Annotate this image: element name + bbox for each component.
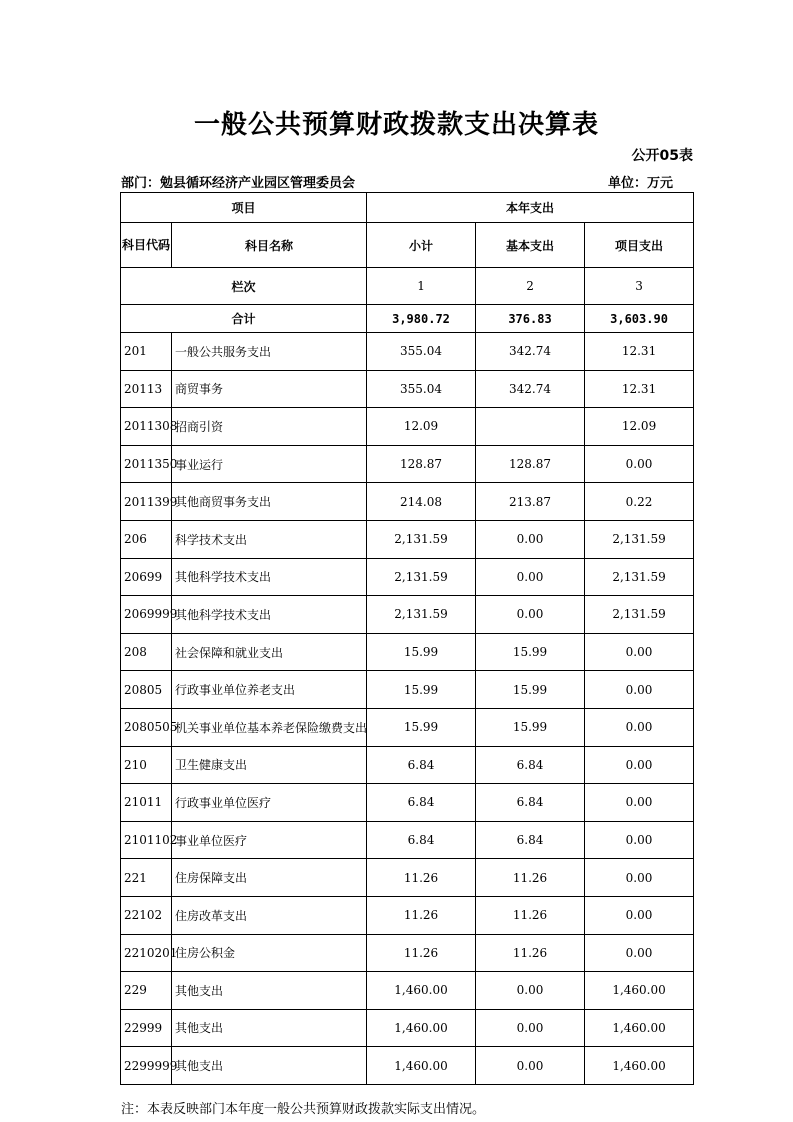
row-basic: 342.74 bbox=[476, 370, 585, 408]
row-code: 2299999 bbox=[121, 1047, 172, 1085]
row-subtotal: 2,131.59 bbox=[367, 596, 476, 634]
row-subtotal: 11.26 bbox=[367, 896, 476, 934]
row-code: 221 bbox=[121, 859, 172, 897]
row-basic: 213.87 bbox=[476, 483, 585, 521]
row-basic: 0.00 bbox=[476, 558, 585, 596]
form-code: 公开05表 bbox=[631, 148, 693, 164]
row-project: 1,460.00 bbox=[585, 1047, 694, 1085]
header-row-2 bbox=[121, 223, 694, 268]
page-title: 一般公共预算财政拨款支出决算表 bbox=[193, 110, 599, 140]
total-label: 合计 bbox=[121, 305, 367, 333]
row-subtotal: 11.26 bbox=[367, 859, 476, 897]
row-project: 0.00 bbox=[585, 934, 694, 972]
table-row bbox=[121, 1009, 694, 1047]
row-name: 卫生健康支出 bbox=[172, 746, 367, 784]
footnote: 注：本表反映部门本年度一般公共预算财政拨款实际支出情况。 bbox=[121, 1102, 486, 1117]
row-basic: 6.84 bbox=[476, 784, 585, 822]
row-basic: 15.99 bbox=[476, 633, 585, 671]
column-index-label: 栏次 bbox=[121, 268, 367, 305]
row-basic: 0.00 bbox=[476, 520, 585, 558]
row-name: 行政事业单位养老支出 bbox=[172, 671, 367, 709]
row-basic: 11.26 bbox=[476, 896, 585, 934]
row-basic: 342.74 bbox=[476, 333, 585, 371]
row-code: 20699 bbox=[121, 558, 172, 596]
row-project: 0.00 bbox=[585, 633, 694, 671]
row-project: 0.00 bbox=[585, 671, 694, 709]
row-project: 12.09 bbox=[585, 408, 694, 446]
header-subtotal: 小计 bbox=[367, 223, 476, 268]
row-project: 0.22 bbox=[585, 483, 694, 521]
expenditure-table bbox=[120, 192, 694, 1085]
row-basic: 15.99 bbox=[476, 708, 585, 746]
column-index-3: 3 bbox=[585, 268, 694, 305]
table-row bbox=[121, 821, 694, 859]
row-name: 住房保障支出 bbox=[172, 859, 367, 897]
row-name: 行政事业单位医疗 bbox=[172, 784, 367, 822]
row-code: 2011308 bbox=[121, 408, 172, 446]
row-name: 其他科学技术支出 bbox=[172, 558, 367, 596]
row-project: 0.00 bbox=[585, 859, 694, 897]
row-project: 0.00 bbox=[585, 708, 694, 746]
total-row bbox=[121, 305, 694, 333]
row-subtotal: 11.26 bbox=[367, 934, 476, 972]
header-subject-name: 科目名称 bbox=[172, 223, 367, 268]
row-name: 事业运行 bbox=[172, 445, 367, 483]
row-basic: 15.99 bbox=[476, 671, 585, 709]
row-name: 招商引资 bbox=[172, 408, 367, 446]
row-code: 20805 bbox=[121, 671, 172, 709]
row-basic: 0.00 bbox=[476, 596, 585, 634]
table-row bbox=[121, 784, 694, 822]
row-name: 其他支出 bbox=[172, 1047, 367, 1085]
table-row bbox=[121, 558, 694, 596]
total-project: 3,603.90 bbox=[585, 305, 694, 333]
table-row bbox=[121, 520, 694, 558]
row-basic: 0.00 bbox=[476, 1047, 585, 1085]
row-basic: 11.26 bbox=[476, 934, 585, 972]
row-name: 其他支出 bbox=[172, 1009, 367, 1047]
row-name: 机关事业单位基本养老保险缴费支出 bbox=[172, 708, 367, 746]
header-basic: 基本支出 bbox=[476, 223, 585, 268]
row-code: 2101102 bbox=[121, 821, 172, 859]
table-row bbox=[121, 859, 694, 897]
department-label: 部门：勉县循环经济产业园区管理委员会 bbox=[121, 176, 356, 191]
table-row bbox=[121, 596, 694, 634]
row-basic bbox=[476, 408, 585, 446]
table-row bbox=[121, 708, 694, 746]
table-row bbox=[121, 370, 694, 408]
row-subtotal: 2,131.59 bbox=[367, 520, 476, 558]
row-code: 2011350 bbox=[121, 445, 172, 483]
table-row bbox=[121, 896, 694, 934]
row-project: 2,131.59 bbox=[585, 596, 694, 634]
header-project: 项目支出 bbox=[585, 223, 694, 268]
row-name: 其他科学技术支出 bbox=[172, 596, 367, 634]
row-subtotal: 6.84 bbox=[367, 746, 476, 784]
row-project: 2,131.59 bbox=[585, 520, 694, 558]
row-code: 22102 bbox=[121, 896, 172, 934]
row-code: 20113 bbox=[121, 370, 172, 408]
row-name: 其他支出 bbox=[172, 972, 367, 1010]
row-code: 210 bbox=[121, 746, 172, 784]
column-index-1: 1 bbox=[367, 268, 476, 305]
row-code: 206 bbox=[121, 520, 172, 558]
row-basic: 6.84 bbox=[476, 746, 585, 784]
row-code: 21011 bbox=[121, 784, 172, 822]
row-subtotal: 6.84 bbox=[367, 821, 476, 859]
row-subtotal: 355.04 bbox=[367, 333, 476, 371]
row-project: 0.00 bbox=[585, 784, 694, 822]
table-row bbox=[121, 1047, 694, 1085]
row-code: 2210201 bbox=[121, 934, 172, 972]
row-code: 2011399 bbox=[121, 483, 172, 521]
table-row bbox=[121, 333, 694, 371]
row-name: 科学技术支出 bbox=[172, 520, 367, 558]
row-code: 229 bbox=[121, 972, 172, 1010]
row-project: 1,460.00 bbox=[585, 972, 694, 1010]
header-row-1 bbox=[121, 193, 694, 223]
row-code: 22999 bbox=[121, 1009, 172, 1047]
table-row bbox=[121, 972, 694, 1010]
column-index-2: 2 bbox=[476, 268, 585, 305]
row-subtotal: 15.99 bbox=[367, 633, 476, 671]
row-name: 一般公共服务支出 bbox=[172, 333, 367, 371]
row-subtotal: 12.09 bbox=[367, 408, 476, 446]
header-item: 项目 bbox=[121, 193, 367, 223]
row-code: 2080505 bbox=[121, 708, 172, 746]
total-subtotal: 3,980.72 bbox=[367, 305, 476, 333]
row-project: 12.31 bbox=[585, 333, 694, 371]
row-subtotal: 1,460.00 bbox=[367, 1009, 476, 1047]
row-basic: 0.00 bbox=[476, 1009, 585, 1047]
table-row bbox=[121, 746, 694, 784]
row-name: 住房公积金 bbox=[172, 934, 367, 972]
row-name: 事业单位医疗 bbox=[172, 821, 367, 859]
row-subtotal: 355.04 bbox=[367, 370, 476, 408]
row-name: 住房改革支出 bbox=[172, 896, 367, 934]
row-code: 2069999 bbox=[121, 596, 172, 634]
row-project: 0.00 bbox=[585, 445, 694, 483]
row-project: 2,131.59 bbox=[585, 558, 694, 596]
row-project: 0.00 bbox=[585, 746, 694, 784]
table-row bbox=[121, 408, 694, 446]
row-subtotal: 1,460.00 bbox=[367, 972, 476, 1010]
total-basic: 376.83 bbox=[476, 305, 585, 333]
row-basic: 11.26 bbox=[476, 859, 585, 897]
row-project: 1,460.00 bbox=[585, 1009, 694, 1047]
row-subtotal: 2,131.59 bbox=[367, 558, 476, 596]
row-name: 商贸事务 bbox=[172, 370, 367, 408]
row-basic: 0.00 bbox=[476, 972, 585, 1010]
table-row bbox=[121, 633, 694, 671]
row-code: 201 bbox=[121, 333, 172, 371]
unit-label: 单位：万元 bbox=[607, 176, 673, 191]
row-basic: 6.84 bbox=[476, 821, 585, 859]
row-project: 0.00 bbox=[585, 896, 694, 934]
row-subtotal: 15.99 bbox=[367, 671, 476, 709]
table-row bbox=[121, 483, 694, 521]
row-subtotal: 6.84 bbox=[367, 784, 476, 822]
header-current-year: 本年支出 bbox=[367, 193, 694, 223]
table-row bbox=[121, 934, 694, 972]
row-basic: 128.87 bbox=[476, 445, 585, 483]
row-subtotal: 128.87 bbox=[367, 445, 476, 483]
row-project: 0.00 bbox=[585, 821, 694, 859]
table-row bbox=[121, 445, 694, 483]
column-index-row bbox=[121, 268, 694, 305]
row-subtotal: 214.08 bbox=[367, 483, 476, 521]
table-row bbox=[121, 671, 694, 709]
row-subtotal: 15.99 bbox=[367, 708, 476, 746]
header-subject-code: 科目代码 bbox=[121, 223, 172, 268]
row-project: 12.31 bbox=[585, 370, 694, 408]
row-name: 社会保障和就业支出 bbox=[172, 633, 367, 671]
row-subtotal: 1,460.00 bbox=[367, 1047, 476, 1085]
row-code: 208 bbox=[121, 633, 172, 671]
row-name: 其他商贸事务支出 bbox=[172, 483, 367, 521]
